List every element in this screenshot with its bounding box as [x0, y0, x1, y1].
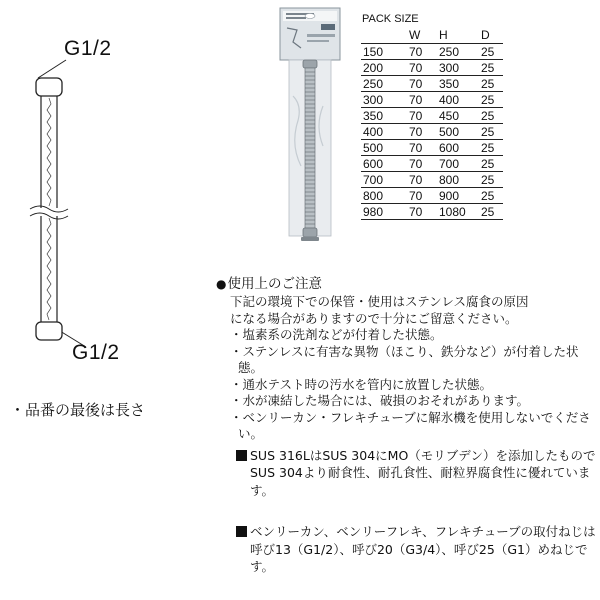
- material-notice-text: SUS 316LはSUS 304にMO（モリブデン）を添加したものでSUS 304より耐食性、耐孔食性、耐粒界腐食性に優れています。: [250, 447, 596, 498]
- material-notice: [236, 447, 596, 500]
- table-row: [361, 188, 503, 204]
- cell-size: 300: [361, 92, 409, 108]
- col-header-h: H: [439, 28, 448, 42]
- cell-w: 70: [409, 172, 439, 188]
- cell-size: 600: [361, 156, 409, 172]
- cell-h: 350: [439, 76, 481, 92]
- caution-item: ・ステンレスに有害な異物（ほこり、鉄分など）が付着した状態。: [230, 343, 579, 375]
- cell-d: 25: [481, 108, 503, 124]
- cell-w: 70: [409, 124, 439, 140]
- cell-size: 700: [361, 172, 409, 188]
- caution-item: ・ベンリーカン・フレキチューブに解氷機を使用しないでください。: [230, 409, 591, 441]
- table-row: [361, 124, 503, 140]
- cell-h: 450: [439, 108, 481, 124]
- cell-size: 250: [361, 76, 409, 92]
- cell-size: 800: [361, 188, 409, 204]
- cell-d: 25: [481, 188, 503, 204]
- thread-notice-text: ベンリーカン、ベンリーフレキ、フレキチューブの取付ねじは呼び13（G1/2）、呼び20（G3/4）、呼び25（G1）めねじです。: [250, 524, 596, 574]
- cell-h: 600: [439, 140, 481, 156]
- bottom-thread-label: G1/2: [72, 341, 120, 364]
- hose-body: [30, 96, 68, 322]
- cell-d: 25: [481, 156, 503, 172]
- cell-d: 25: [481, 172, 503, 188]
- cell-d: 25: [481, 92, 503, 108]
- caution-intro-line-1: 下記の環境下での保管・使用はステンレス腐食の原因: [230, 294, 529, 309]
- cell-d: 25: [481, 76, 503, 92]
- cell-h: 500: [439, 124, 481, 140]
- table-row: [361, 108, 503, 124]
- table-row: [361, 76, 503, 92]
- cell-d: 25: [481, 140, 503, 156]
- caution-heading-bullet: ●: [216, 277, 227, 291]
- table-row: [361, 172, 503, 188]
- cell-h: 700: [439, 156, 481, 172]
- cell-h: 800: [439, 172, 481, 188]
- caution-heading: [216, 275, 596, 293]
- top-fitting: [36, 78, 62, 96]
- table-row: [361, 92, 503, 108]
- cell-w: 70: [409, 188, 439, 204]
- pack-size-title: PACK SIZE: [362, 13, 419, 25]
- table-header-row: [361, 27, 503, 44]
- cell-w: 70: [409, 76, 439, 92]
- col-header-d: D: [481, 28, 490, 42]
- product-package-image: [277, 6, 343, 244]
- square-bullet-icon: [236, 450, 247, 461]
- col-header-w: W: [409, 28, 421, 42]
- usage-caution: [216, 275, 596, 576]
- cell-h: 400: [439, 92, 481, 108]
- top-leader-line: [38, 60, 66, 78]
- caution-item: ・通水テスト時の汚水を管内に放置した状態。: [230, 376, 493, 392]
- cell-d: 25: [481, 204, 503, 220]
- table-row: [361, 44, 503, 60]
- size-suffix-note: ・品番の最後は長さ: [10, 401, 146, 419]
- top-thread-label: G1/2: [64, 37, 112, 60]
- cell-size: 980: [361, 204, 409, 220]
- caution-item: ・塩素系の洗剤などが付着した状態。: [230, 327, 443, 342]
- table-row: [361, 156, 503, 172]
- caution-item: ・水が凍結した場合には、破損のおそれがあります。: [230, 393, 530, 408]
- cell-w: 70: [409, 140, 439, 156]
- cell-size: 150: [361, 44, 409, 60]
- cell-h: 300: [439, 60, 481, 76]
- cell-h: 250: [439, 44, 481, 60]
- cell-d: 25: [481, 60, 503, 76]
- pack-size-table: [361, 27, 503, 220]
- cell-size: 400: [361, 124, 409, 140]
- cell-w: 70: [409, 44, 439, 60]
- cell-h: 1080: [439, 204, 481, 220]
- bottom-fitting: [36, 322, 62, 340]
- cell-d: 25: [481, 124, 503, 140]
- cell-w: 70: [409, 60, 439, 76]
- cell-size: 350: [361, 108, 409, 124]
- cell-w: 70: [409, 92, 439, 108]
- cell-h: 900: [439, 188, 481, 204]
- col-header-size: [361, 27, 409, 44]
- pack-size-table-body: [361, 44, 503, 220]
- cell-d: 25: [481, 44, 503, 60]
- pack-size-table-block: [361, 12, 503, 220]
- cell-size: 500: [361, 140, 409, 156]
- table-row: [361, 140, 503, 156]
- cell-w: 70: [409, 108, 439, 124]
- caution-intro-line-2: になる場合がありますので十分にご留意ください。: [230, 310, 518, 326]
- table-row: [361, 60, 503, 76]
- cell-w: 70: [409, 156, 439, 172]
- square-bullet-icon: [236, 526, 247, 537]
- thread-notice: [236, 523, 596, 576]
- caution-heading-text: 使用上のご注意: [227, 276, 322, 292]
- cell-w: 70: [409, 204, 439, 220]
- table-row: [361, 204, 503, 220]
- cell-size: 200: [361, 60, 409, 76]
